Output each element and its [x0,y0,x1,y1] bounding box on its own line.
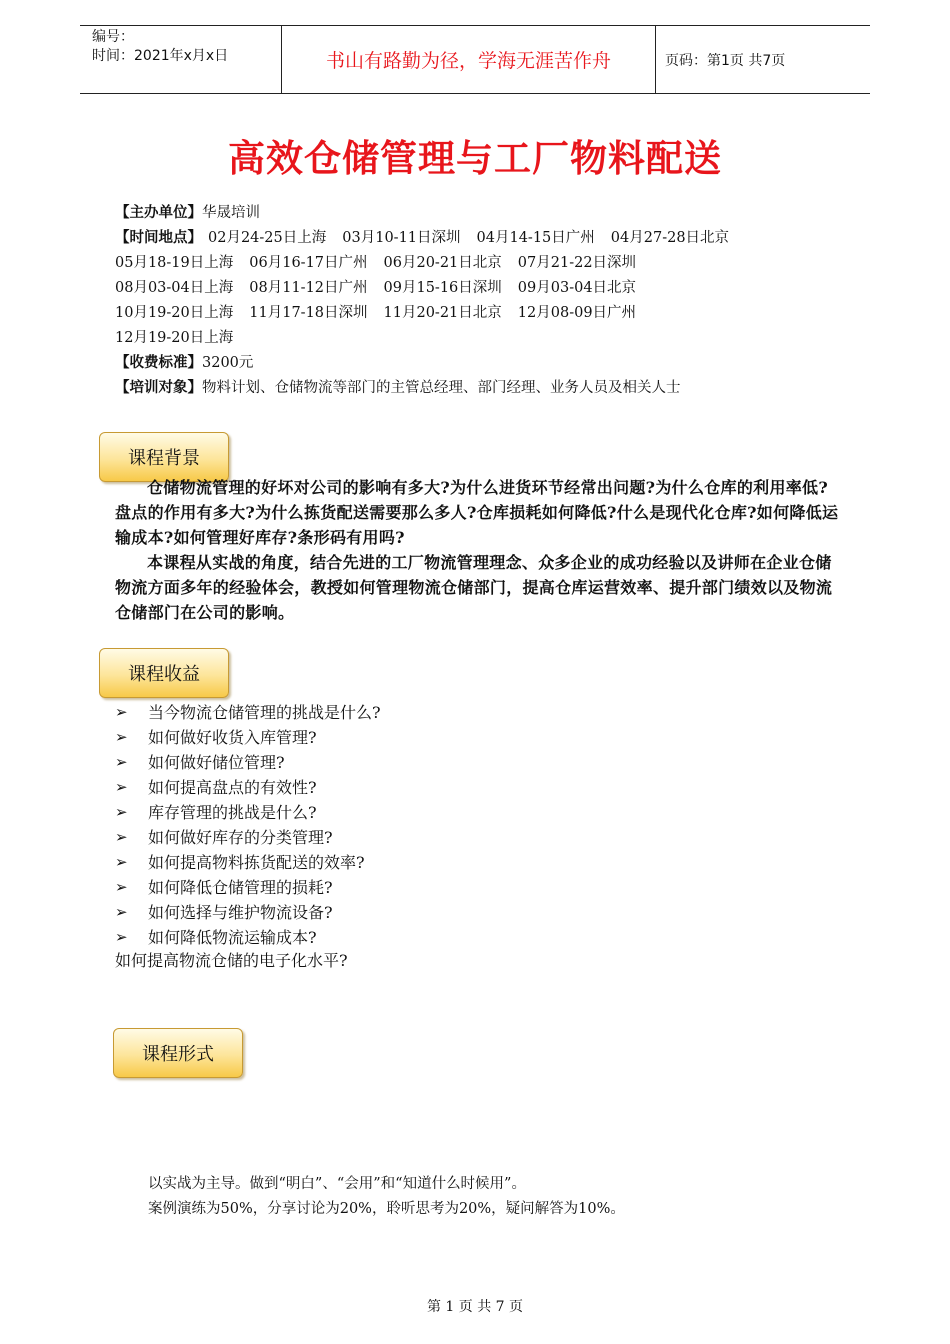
schedule-row [115,251,855,276]
list-item: ➢ 如何提高物料拣货配送的效率? [115,850,855,875]
document-title: 高效仓储管理与工厂物料配送 [228,137,722,180]
schedule-item: 06月16-17日广州 [249,255,368,271]
section-tab-format: 课程形式 [113,1028,243,1078]
list-item: ➢ 如何选择与维护物流设备? [115,900,855,925]
list-item: ➢ 如何做好收货入库管理? [115,725,855,750]
header-divider [655,25,656,93]
arrow-bullet-icon: ➢ [115,728,128,746]
list-item: ➢ 当今物流仓储管理的挑战是什么? [115,700,855,725]
format-line: 以实战为主导。做到“明白”、“会用”和“知道什么时候用”。 [148,1176,526,1192]
schedule-item: 07月21-22日深圳 [517,255,637,271]
schedule-item: 04月27-28日北京 [610,230,730,246]
schedule-item: 03月10-11日深圳 [342,230,461,246]
list-item: ➢ 库存管理的挑战是什么? [115,800,855,825]
schedule-label: 【时间地点】 [115,230,202,246]
schedule-item: 12月08-09日广州 [517,305,637,321]
header-meta [92,28,277,66]
schedule-item: 06月20-21日北京 [383,255,502,271]
audience-label: 【培训对象】 [115,380,202,396]
time-line: 时间：2021年x月x日 [92,48,229,64]
schedule-item: 12月19-20日上海 [115,330,234,346]
arrow-bullet-icon: ➢ [115,753,128,771]
schedule-item: 11月17-18日深圳 [249,305,368,321]
format-line: 案例演练为50%，分享讨论为20%，聆听思考为20%，疑问解答为10%。 [148,1201,625,1217]
schedule-item: 08月03-04日上海 [115,280,234,296]
arrow-bullet-icon: ➢ [115,703,128,721]
background-text [115,475,840,625]
fee-value: 3200元 [202,355,254,371]
arrow-bullet-icon: ➢ [115,878,128,896]
schedule-row [115,276,855,301]
list-item: ➢ 如何做好库存的分类管理? [115,825,855,850]
audience-value: 物料计划、仓储物流等部门的主管总经理、部门经理、业务人员及相关人士 [202,380,681,396]
schedule-item: 10月19-20日上海 [115,305,234,321]
header-bottom-rule [80,93,870,94]
arrow-bullet-icon: ➢ [115,853,128,871]
schedule-row [115,301,855,326]
arrow-bullet-icon: ➢ [115,778,128,796]
schedule-item: 09月03-04日北京 [517,280,637,296]
header-page-info: 页码：第1页 共7页 [665,53,786,69]
benefits-list [115,700,855,950]
list-item: ➢ 如何提高盘点的有效性? [115,775,855,800]
organizer-line [115,201,855,226]
page-footer: 第 1 页 共 7 页 [426,1299,524,1315]
schedule-item: 05月18-19日上海 [115,255,234,271]
background-paragraph: 仓储物流管理的好坏对公司的影响有多大?为什么进货环节经常出问题?为什么仓库的利用率低?盘点的作用有多大?为什么拣货配送需要那么多人?仓库损耗如何降低?什么是现代化仓库?如何降低运输成本?如何管理好库存?条形码有用吗? [115,478,839,547]
organizer-value: 华晟培训 [202,205,260,221]
list-item: ➢ 如何降低仓储管理的损耗? [115,875,855,900]
schedule-row [115,226,855,251]
schedule-item: 09月15-16日深圳 [383,280,502,296]
list-item: ➢ 如何做好储位管理? [115,750,855,775]
background-paragraph: 本课程从实战的角度，结合先进的工厂物流管理理念、众多企业的成功经验以及讲师在企业仓储物流方面多年的经验体会，教授如何管理物流仓储部门，提高仓库运营效率、提升部门绩效以及物流仓储部门在公司的影响。 [115,553,833,622]
number-label: 编号： [92,29,134,45]
arrow-bullet-icon: ➢ [115,928,128,946]
header-top-rule [80,25,870,26]
schedule-row [115,326,855,351]
schedule-item: 08月11-12日广州 [249,280,368,296]
organizer-label: 【主办单位】 [115,205,202,221]
schedule-item: 11月20-21日北京 [383,305,502,321]
arrow-bullet-icon: ➢ [115,828,128,846]
benefit-last-line: 如何提高物流仓储的电子化水平? [115,951,348,970]
audience-line [115,376,855,401]
arrow-bullet-icon: ➢ [115,803,128,821]
section-tab-background: 课程背景 [99,432,229,482]
schedule-item: 02月24-25日上海 [208,230,327,246]
section-tab-benefits: 课程收益 [99,648,229,698]
header-motto: 书山有路勤为径，学海无涯苦作舟 [325,50,611,72]
arrow-bullet-icon: ➢ [115,903,128,921]
fee-label: 【收费标准】 [115,355,202,371]
fee-line [115,351,855,376]
list-item: ➢ 如何降低物流运输成本? [115,925,855,950]
schedule-item: 04月14-15日广州 [476,230,595,246]
